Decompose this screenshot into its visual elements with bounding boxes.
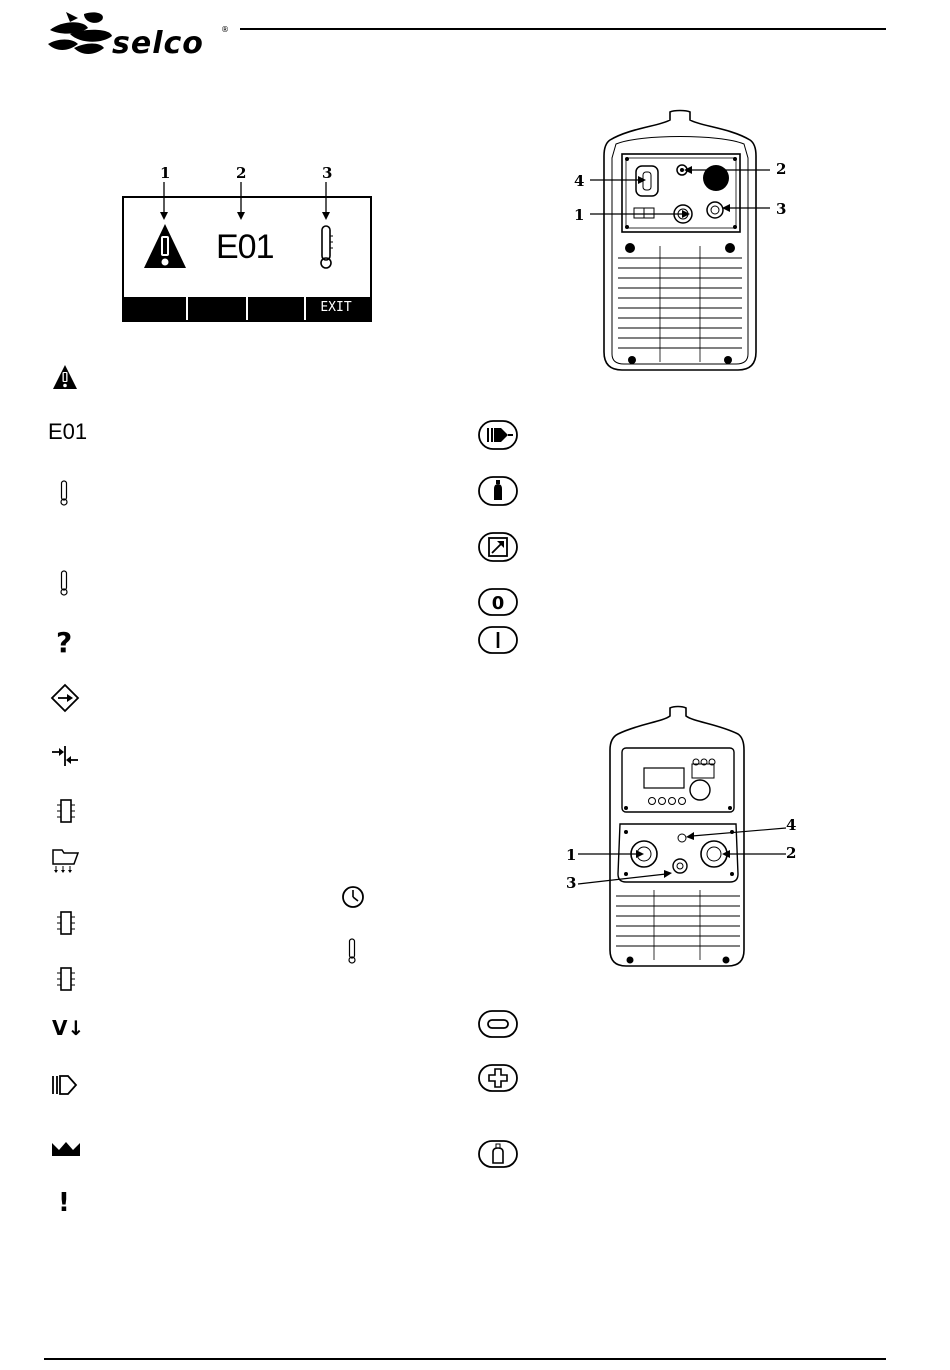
rear-callout-arrows [586, 160, 776, 230]
front-callout-4: 4 [786, 816, 797, 834]
front-callout-arrows [574, 818, 788, 888]
front-callout-2: 2 [786, 844, 797, 862]
exclamation-icon: ! [58, 1188, 70, 1218]
softkey-3[interactable] [248, 297, 306, 320]
warning-triangle-icon [52, 364, 78, 390]
brand-name: selco [112, 26, 204, 61]
exit-softkey[interactable]: EXIT [320, 300, 352, 315]
display-callout-1: 1 [160, 164, 171, 182]
question-icon: ? [56, 626, 73, 659]
thermometer-icon [316, 224, 336, 270]
chip-icon [56, 910, 76, 936]
front-callout-1: 1 [566, 846, 577, 864]
registered-mark: ® [221, 25, 229, 34]
warning-triangle-icon [142, 222, 188, 270]
clock-icon [340, 884, 366, 910]
zero-icon [478, 588, 518, 616]
folder-grid-icon [50, 846, 82, 874]
rear-callout-4: 4 [574, 172, 585, 190]
display-callout-2: 2 [236, 164, 247, 182]
footer-rule [44, 1358, 886, 1360]
plug-icon [50, 1072, 80, 1098]
chip-icon [56, 798, 76, 824]
thermometer-icon [346, 938, 358, 964]
gas-outline-icon [478, 1140, 518, 1168]
chip-icon [56, 966, 76, 992]
rear-callout-1: 1 [574, 206, 585, 224]
diagonal-arrow-box-icon [478, 532, 518, 562]
rear-panel-drawing [570, 108, 790, 376]
header-rule [240, 28, 886, 30]
crown-icon [50, 1138, 82, 1160]
voltage-drop-icon: V↓ [52, 1016, 85, 1040]
display-callout-3: 3 [322, 164, 333, 182]
one-icon [478, 626, 518, 654]
front-callout-3: 3 [566, 874, 577, 892]
rear-callout-3: 3 [776, 200, 787, 218]
softkey-1[interactable] [124, 297, 188, 320]
alarm-code-symbol: E01 [48, 419, 88, 444]
alarm-code: E01 [216, 228, 274, 266]
minus-terminal-icon [478, 1010, 518, 1038]
gas-cylinder-icon [478, 476, 518, 506]
converge-arrows-icon [50, 744, 80, 768]
mains-plug-icon [478, 420, 518, 450]
zero-label: 0 [491, 593, 505, 614]
thermometer-icon [58, 480, 70, 506]
rear-callout-2: 2 [776, 160, 787, 178]
softkey-2[interactable] [188, 297, 248, 320]
diamond-arrow-icon [50, 683, 80, 713]
thermometer-icon [58, 570, 70, 596]
selco-swirl-logo-icon [44, 8, 116, 58]
plus-terminal-icon [478, 1064, 518, 1092]
